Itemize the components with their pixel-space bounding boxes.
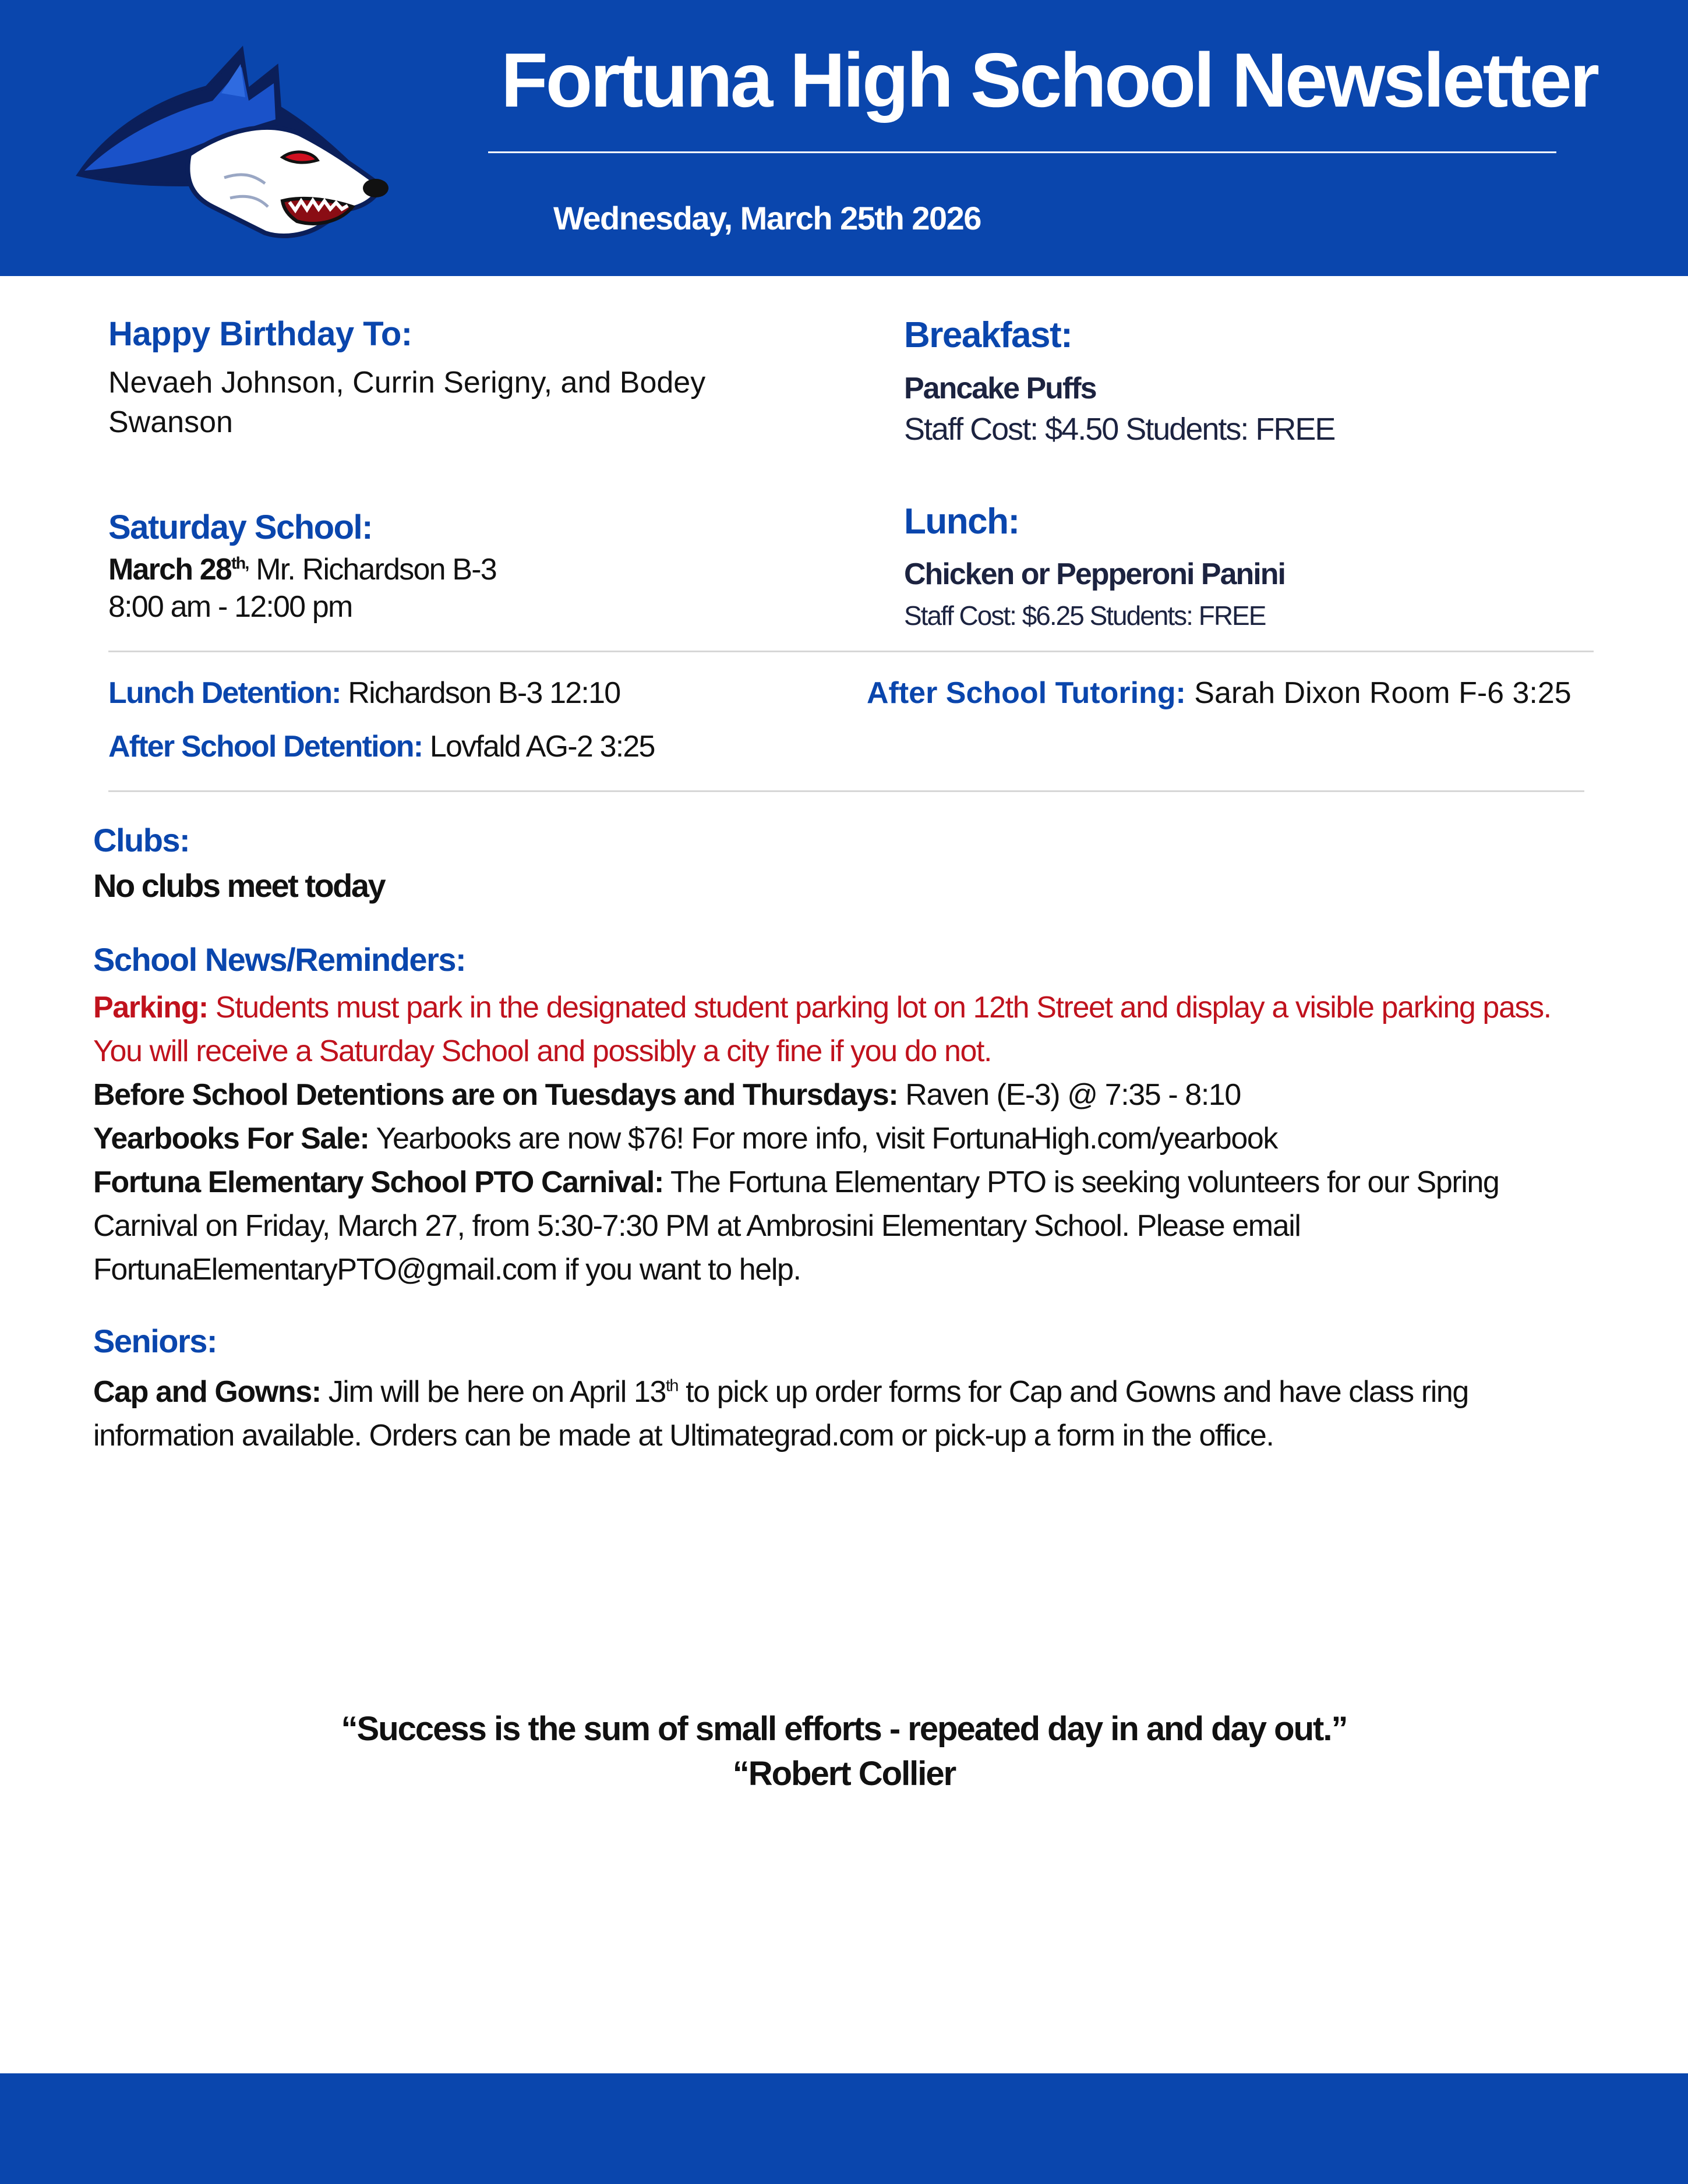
news-parking [93,986,1596,1073]
lunch-heading: Lunch: [904,501,1019,542]
after-school-detention [108,729,655,764]
breakfast-heading: Breakfast: [904,315,1072,355]
wolf-mascot-logo-icon [73,32,393,248]
news-pto-label: Fortuna Elementary School PTO Carnival: [93,1165,663,1199]
news-yearbook-text: Yearbooks are now $76! For more info, visit FortunaHigh.com/yearbook [369,1122,1277,1155]
news-yearbook-label: Yearbooks For Sale: [93,1122,369,1155]
news-parking-text: Students must park in the designated student parking lot on 12th Street and display a visible parking pass. You will receive a Saturday School and possibly a city fine if you do not. [93,991,1551,1068]
seniors-text-suffix: th [666,1376,679,1395]
newsletter-title: Fortuna High School Newsletter [501,37,1598,123]
news-detention-text: Raven (E-3) @ 7:35 - 8:10 [898,1078,1241,1112]
lunch-item: Chicken or Pepperoni Panini [904,557,1285,591]
breakfast-cost: Staff Cost: $4.50 Students: FREE [904,412,1335,447]
birthday-names-line1: Nevaeh Johnson, Currin Serigny, and Bodey [108,366,706,400]
header-banner [0,0,1688,276]
birthday-names [108,363,705,442]
saturday-school-heading: Saturday School: [108,508,372,546]
lunch-detention-value: Richardson B-3 12:10 [340,676,620,710]
newsletter-date: Wednesday, March 25th 2026 [553,200,981,236]
news-body [93,986,1596,1292]
section-divider-top [108,651,1594,652]
after-school-tutoring [867,676,1572,711]
clubs-text: No clubs meet today [93,867,385,904]
lunch-detention-label: Lunch Detention: [108,676,341,710]
footer-banner [0,2073,1688,2184]
quote-text: “Success is the sum of small efforts - repeated day in and day out.” [341,1710,1347,1748]
saturday-school-details [108,552,496,587]
saturday-school-date: March 28 [108,553,232,586]
clubs-heading: Clubs: [93,822,190,858]
birthday-heading: Happy Birthday To: [108,315,412,353]
title-divider [488,151,1556,153]
news-pto-text: The Fortuna Elementary PTO is seeking volunteers for our Spring Carnival on Friday, March 27, from 5:30-7:30 PM at Ambrosini Elementary School. Please email FortunaElementaryPTO@gmail.com if you want to help. [93,1165,1499,1287]
lunch-cost: Staff Cost: $6.25 Students: FREE [904,600,1266,631]
seniors-body [93,1370,1596,1458]
seniors-heading: Seniors: [93,1323,217,1359]
news-yearbook [93,1117,1596,1161]
after-school-detention-value: Lovfald AG-2 3:25 [422,730,655,764]
news-detention [93,1073,1596,1117]
news-pto [93,1161,1596,1292]
saturday-school-location: Mr. Richardson B-3 [248,553,496,586]
saturday-school-time: 8:00 am - 12:00 pm [108,590,352,624]
saturday-school-date-suffix: th, [231,554,249,573]
birthday-names-line2: Swanson [108,405,233,439]
after-school-detention-label: After School Detention: [108,730,423,764]
lunch-detention [108,676,620,711]
news-heading: School News/Reminders: [93,941,466,978]
section-divider-bottom [108,790,1584,792]
news-parking-label: Parking: [93,991,208,1024]
news-detention-label: Before School Detentions are on Tuesdays and Thursdays: [93,1078,898,1112]
breakfast-item: Pancake Puffs [904,372,1096,405]
seniors-text-before: Jim will be here on April 13 [320,1375,666,1409]
after-school-tutoring-label: After School Tutoring: [867,676,1186,710]
after-school-tutoring-value: Sarah Dixon Room F-6 3:25 [1185,676,1572,710]
seniors-cap-gowns-label: Cap and Gowns: [93,1375,321,1409]
quote-author: “Robert Collier [732,1755,956,1793]
seniors-cap-gowns [93,1370,1596,1458]
seniors-text-after: to pick up order forms for Cap and Gowns and have class ring information available. Orders can be made at Ultimategrad.com or pick-up a form in the office. [93,1375,1468,1453]
